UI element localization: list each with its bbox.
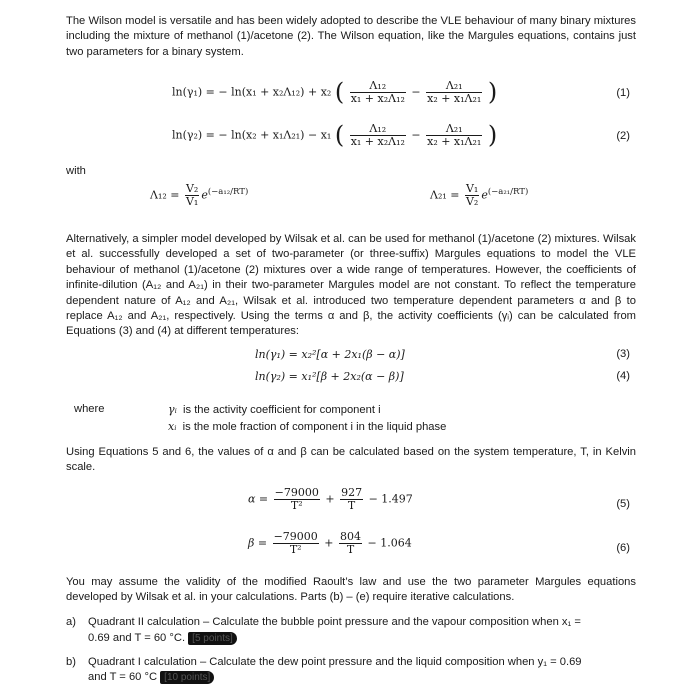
part-a-line1: Quadrant II calculation – Calculate the bubble point pressure and the vapour composition when x₁ = xyxy=(88,616,581,628)
part-a-points-badge: [5 points] xyxy=(188,632,237,645)
part-b-label: b) xyxy=(66,656,76,668)
eq1-number: (1) xyxy=(616,87,630,99)
part-a-label: a) xyxy=(66,616,76,628)
part-b-points-badge: [10 points] xyxy=(160,671,214,684)
definition-x: xᵢ is the mole fraction of component i in the liquid phase xyxy=(168,420,447,433)
intro-paragraph: The Wilson model is versatile and has been widely adopted to describe the VLE behaviour of many binary mixtures including the mixture of methanol (1)/acetone (2). The Wilson equation, like the Margules equations, contains just two parameters for a binary system. xyxy=(66,15,636,58)
assumption-paragraph: You may assume the validity of the modified Raoult’s law and use the two parameter Margules equations developed by Wilsak et al. in your calculations. Parts (b) – (e) require iterative calculations. xyxy=(66,576,636,604)
eq1-lhs: ln(γ₁) = − ln(x₁ + x₂Λ₁₂) + x₂ xyxy=(172,85,332,99)
eq5-number: (5) xyxy=(616,498,630,510)
eq3-number: (3) xyxy=(616,348,630,360)
equation-5: α = $\frac{-79000}{\text{T²}}$ + $\frac{927}{T}$ − 1.497 xyxy=(248,486,413,512)
equation-1: ln(γ₁) = − ln(x₁ + x₂Λ₁₂) + x₂ ( $\frac{\text{Λ₁₂}}{\text{x₁ + x₂Λ₁₂}}$ − $\frac{\text{Λ₂₁}}{\text{x₂ + x₁Λ₂₁}}$ ) xyxy=(172,77,498,106)
eq6-number: (6) xyxy=(616,542,630,554)
equation-4: ln(γ₂) = x₁²[β + 2x₂(α − β)] xyxy=(255,370,404,383)
equation-2: ln(γ₂) = − ln(x₂ + x₁Λ₂₁) − x₁ ( $\frac{\text{Λ₁₂}}{\text{x₁ + x₂Λ₁₂}}$ − $\frac{\text{Λ₂₁}}{\text{x₂ + x₁Λ₂₁}}$ ) xyxy=(172,120,498,149)
alpha-beta-paragraph: Using Equations 5 and 6, the values of α and β can be calculated based on the system temperature, T, in Kelvin scale. xyxy=(66,446,636,474)
where-label: where xyxy=(74,403,105,415)
part-a-line2: 0.69 and T = 60 °C. [5 points] xyxy=(88,631,237,646)
eq2-number: (2) xyxy=(616,130,630,142)
lambda21-definition: Λ₂₁ = $\frac{\text{V₁}}{\text{V₂}}$ $e^{(-a_{21}/RT)}$ xyxy=(430,182,529,208)
with-label: with xyxy=(66,165,86,177)
part-b-line1: Quadrant I calculation – Calculate the dew point pressure and the liquid composition when y₁ = 0.69 xyxy=(88,656,582,668)
eq2-fraction-2: $\frac{\text{Λ₂₁}}{\text{x₂ + x₁Λ₂₁}}$ xyxy=(427,122,482,148)
wilsak-paragraph: Alternatively, a simpler model developed by Wilsak et al. can be used for methanol (1)/acetone (2) mixtures. Wilsak et al. successfully developed a set of two-parameter (or three-suffix) Margules equations to model the VLE behaviour of methanol (1)/acetone (2) mixtures over a wide range of temperatures. However, the coefficients of infinite-dilution (A₁₂ and A₂₁) in their two-parameter Margules model are not constant. To reflect the temperature dependent nature of A₁₂ and A₂₁, Wilsak et al. introduced two temperature dependent parameters α and β to replace A₁₂ and A₂₁, respectively. Using the terms α and β, the activity coefficients (γᵢ) can be calculated from Equations (3) and (4) at different temperatures: xyxy=(66,233,636,338)
eq2-lhs: ln(γ₂) = − ln(x₂ + x₁Λ₂₁) − x₁ xyxy=(172,128,332,142)
eq1-fraction-1: $\frac{\text{Λ₁₂}}{\text{x₁ + x₂Λ₁₂}}$ xyxy=(350,79,405,105)
equation-3: ln(γ₁) = x₂²[α + 2x₁(β − α)] xyxy=(255,348,405,361)
eq1-fraction-2: $\frac{\text{Λ₂₁}}{\text{x₂ + x₁Λ₂₁}}$ xyxy=(427,79,482,105)
part-b-line2: and T = 60 °C [10 points] xyxy=(88,670,214,685)
eq2-fraction-1: $\frac{\text{Λ₁₂}}{\text{x₁ + x₂Λ₁₂}}$ xyxy=(350,122,405,148)
lambda12-definition: Λ₁₂ = $\frac{\text{V₂}}{\text{V₁}}$ $e^{(-a_{12}/RT)}$ xyxy=(150,182,249,208)
eq4-number: (4) xyxy=(616,370,630,382)
equation-6: β = $\frac{-79000}{\text{T²}}$ + $\frac{804}{T}$ − 1.064 xyxy=(248,530,412,556)
definition-gamma: γᵢ is the activity coefficient for component i xyxy=(168,403,381,416)
